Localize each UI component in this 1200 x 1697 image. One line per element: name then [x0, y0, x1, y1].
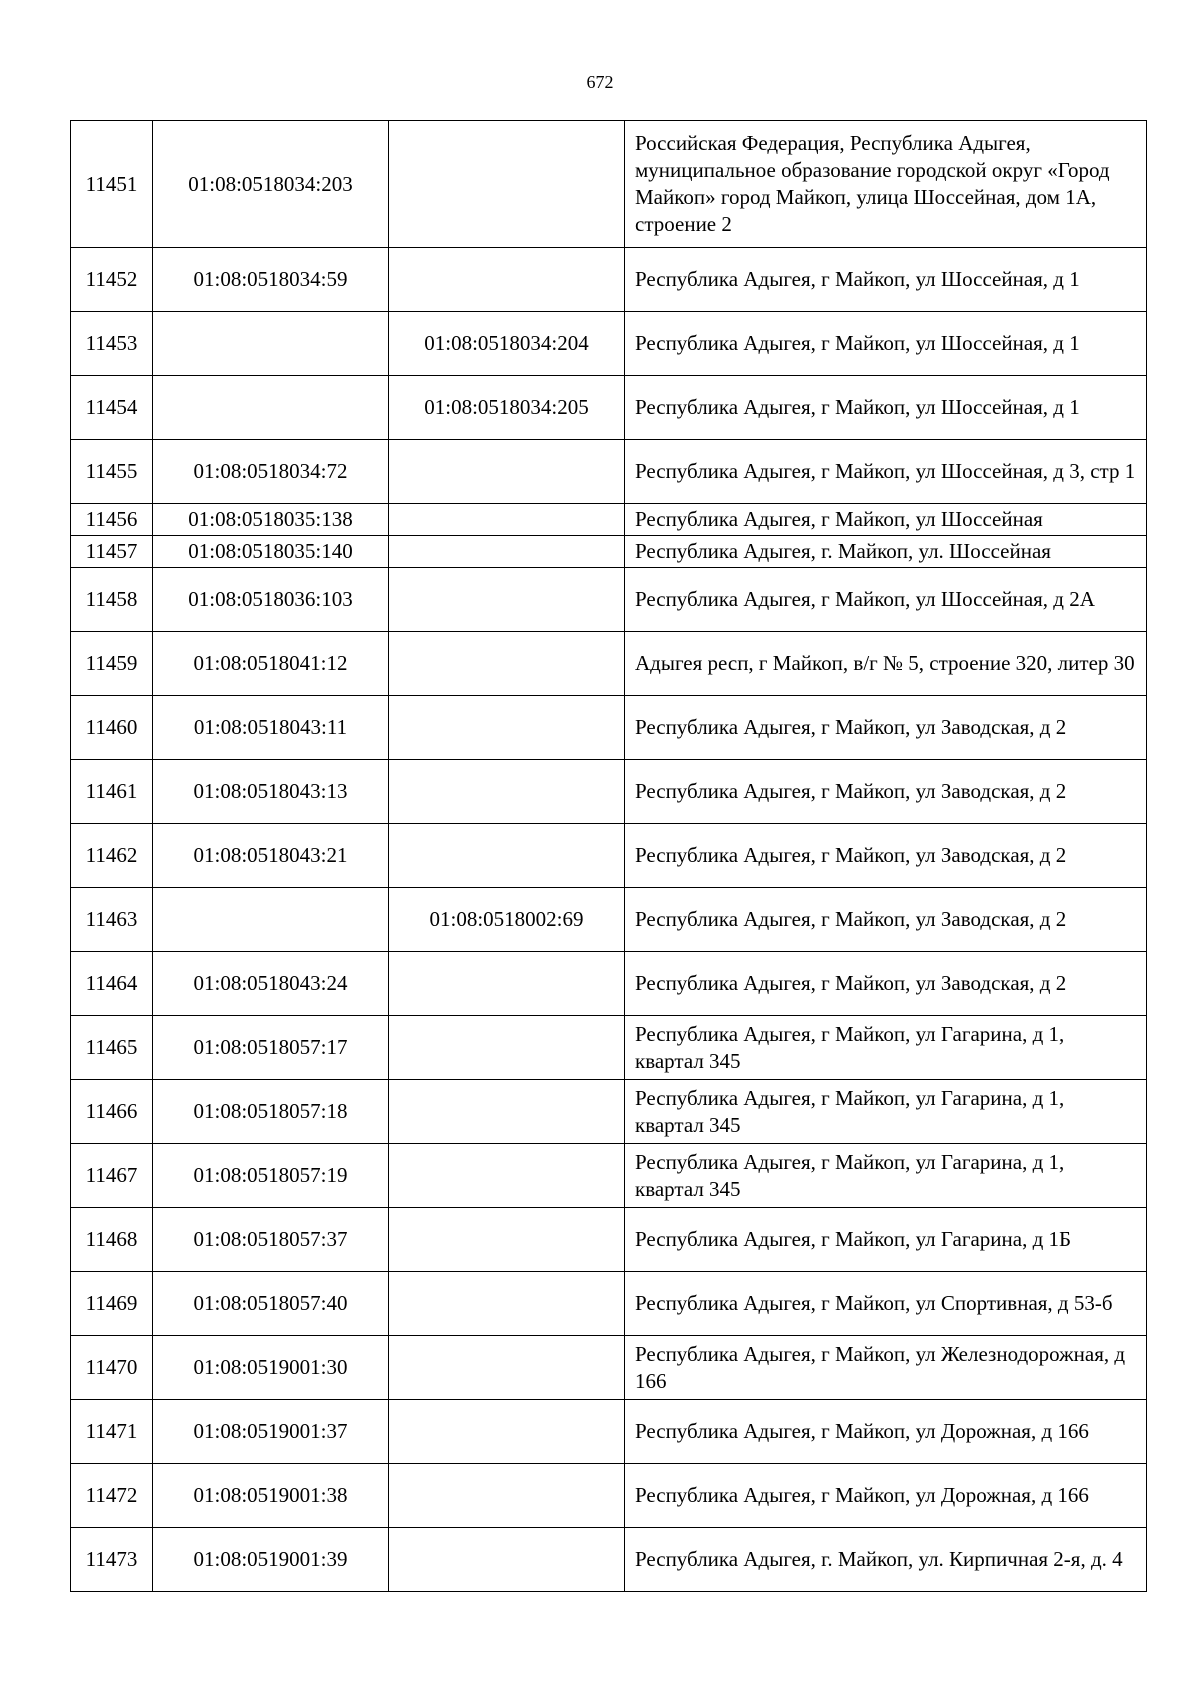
address: Республика Адыгея, г. Майкоп, ул. Шоссейная [625, 536, 1147, 568]
object-number: 01:08:0518034:205 [389, 376, 625, 440]
cadastral-number: 01:08:0518035:138 [153, 504, 389, 536]
cadastral-number: 01:08:0519001:30 [153, 1336, 389, 1400]
cadastral-number: 01:08:0518043:21 [153, 824, 389, 888]
address: Республика Адыгея, г Майкоп, ул Шоссейная, д 1 [625, 312, 1147, 376]
cadastral-number: 01:08:0518057:18 [153, 1080, 389, 1144]
address: Республика Адыгея, г Майкоп, ул Гагарина, д 1Б [625, 1208, 1147, 1272]
table-row [71, 952, 1147, 1016]
row-number: 11473 [71, 1528, 153, 1592]
registry-table [70, 120, 1147, 1592]
row-number: 11469 [71, 1272, 153, 1336]
address: Российская Федерация, Республика Адыгея, муниципальное образование городской округ «Город Майкоп» город Майкоп, улица Шоссейная, дом 1А, строение 2 [625, 121, 1147, 248]
table-row [71, 696, 1147, 760]
address: Республика Адыгея, г Майкоп, ул Шоссейная, д 2А [625, 568, 1147, 632]
address: Республика Адыгея, г Майкоп, ул Заводская, д 2 [625, 888, 1147, 952]
row-number: 11466 [71, 1080, 153, 1144]
cadastral-number [153, 888, 389, 952]
table-row [71, 1400, 1147, 1464]
row-number: 11461 [71, 760, 153, 824]
object-number [389, 1272, 625, 1336]
table-row [71, 1080, 1147, 1144]
cadastral-number: 01:08:0518034:72 [153, 440, 389, 504]
table-row [71, 1528, 1147, 1592]
table-row [71, 824, 1147, 888]
cadastral-number: 01:08:0519001:38 [153, 1464, 389, 1528]
object-number [389, 568, 625, 632]
address: Республика Адыгея, г Майкоп, ул Шоссейная, д 1 [625, 376, 1147, 440]
address: Республика Адыгея, г. Майкоп, ул. Кирпичная 2-я, д. 4 [625, 1528, 1147, 1592]
row-number: 11464 [71, 952, 153, 1016]
object-number [389, 536, 625, 568]
object-number [389, 440, 625, 504]
cadastral-number: 01:08:0518057:40 [153, 1272, 389, 1336]
cadastral-number: 01:08:0518036:103 [153, 568, 389, 632]
address: Республика Адыгея, г Майкоп, ул Гагарина, д 1, квартал 345 [625, 1144, 1147, 1208]
cadastral-number: 01:08:0518035:140 [153, 536, 389, 568]
address: Республика Адыгея, г Майкоп, ул Дорожная, д 166 [625, 1400, 1147, 1464]
row-number: 11456 [71, 504, 153, 536]
table-row [71, 1144, 1147, 1208]
object-number [389, 1528, 625, 1592]
table-row [71, 248, 1147, 312]
cadastral-number: 01:08:0519001:39 [153, 1528, 389, 1592]
cadastral-number: 01:08:0518034:59 [153, 248, 389, 312]
object-number [389, 1208, 625, 1272]
row-number: 11465 [71, 1016, 153, 1080]
object-number [389, 952, 625, 1016]
object-number: 01:08:0518034:204 [389, 312, 625, 376]
cadastral-number: 01:08:0518043:11 [153, 696, 389, 760]
table-row [71, 632, 1147, 696]
address: Республика Адыгея, г Майкоп, ул Железнодорожная, д 166 [625, 1336, 1147, 1400]
table-row [71, 568, 1147, 632]
row-number: 11460 [71, 696, 153, 760]
row-number: 11459 [71, 632, 153, 696]
address: Адыгея респ, г Майкоп, в/г № 5, строение 320, литер 30 [625, 632, 1147, 696]
address: Республика Адыгея, г Майкоп, ул Спортивная, д 53-б [625, 1272, 1147, 1336]
row-number: 11454 [71, 376, 153, 440]
table-row [71, 121, 1147, 248]
row-number: 11463 [71, 888, 153, 952]
table-row [71, 1464, 1147, 1528]
cadastral-number: 01:08:0518043:24 [153, 952, 389, 1016]
row-number: 11452 [71, 248, 153, 312]
cadastral-number: 01:08:0518057:19 [153, 1144, 389, 1208]
cadastral-number: 01:08:0518057:37 [153, 1208, 389, 1272]
object-number [389, 696, 625, 760]
address: Республика Адыгея, г Майкоп, ул Гагарина, д 1, квартал 345 [625, 1016, 1147, 1080]
table-row [71, 1016, 1147, 1080]
object-number [389, 1080, 625, 1144]
address: Республика Адыгея, г Майкоп, ул Шоссейная, д 3, стр 1 [625, 440, 1147, 504]
page-number: 672 [586, 72, 614, 92]
object-number [389, 504, 625, 536]
table-row [71, 1336, 1147, 1400]
table-row [71, 504, 1147, 536]
address: Республика Адыгея, г Майкоп, ул Заводская, д 2 [625, 824, 1147, 888]
cadastral-number: 01:08:0518057:17 [153, 1016, 389, 1080]
table-row [71, 376, 1147, 440]
cadastral-number: 01:08:0519001:37 [153, 1400, 389, 1464]
object-number [389, 1464, 625, 1528]
registry-table-body [71, 121, 1147, 1592]
object-number [389, 121, 625, 248]
object-number [389, 1016, 625, 1080]
cadastral-number: 01:08:0518041:12 [153, 632, 389, 696]
address: Республика Адыгея, г Майкоп, ул Шоссейная [625, 504, 1147, 536]
row-number: 11462 [71, 824, 153, 888]
object-number: 01:08:0518002:69 [389, 888, 625, 952]
row-number: 11458 [71, 568, 153, 632]
object-number [389, 1336, 625, 1400]
row-number: 11453 [71, 312, 153, 376]
row-number: 11467 [71, 1144, 153, 1208]
table-row [71, 312, 1147, 376]
cadastral-number: 01:08:0518043:13 [153, 760, 389, 824]
table-row [71, 888, 1147, 952]
table-row [71, 1208, 1147, 1272]
cadastral-number: 01:08:0518034:203 [153, 121, 389, 248]
address: Республика Адыгея, г Майкоп, ул Заводская, д 2 [625, 760, 1147, 824]
cadastral-number [153, 312, 389, 376]
table-row [71, 760, 1147, 824]
object-number [389, 1144, 625, 1208]
object-number [389, 248, 625, 312]
object-number [389, 1400, 625, 1464]
row-number: 11451 [71, 121, 153, 248]
address: Республика Адыгея, г Майкоп, ул Заводская, д 2 [625, 952, 1147, 1016]
row-number: 11471 [71, 1400, 153, 1464]
row-number: 11470 [71, 1336, 153, 1400]
object-number [389, 824, 625, 888]
table-row [71, 1272, 1147, 1336]
row-number: 11468 [71, 1208, 153, 1272]
row-number: 11472 [71, 1464, 153, 1528]
object-number [389, 632, 625, 696]
table-row [71, 536, 1147, 568]
object-number [389, 760, 625, 824]
address: Республика Адыгея, г Майкоп, ул Заводская, д 2 [625, 696, 1147, 760]
address: Республика Адыгея, г Майкоп, ул Дорожная, д 166 [625, 1464, 1147, 1528]
row-number: 11457 [71, 536, 153, 568]
cadastral-number [153, 376, 389, 440]
table-row [71, 440, 1147, 504]
address: Республика Адыгея, г Майкоп, ул Шоссейная, д 1 [625, 248, 1147, 312]
address: Республика Адыгея, г Майкоп, ул Гагарина, д 1, квартал 345 [625, 1080, 1147, 1144]
row-number: 11455 [71, 440, 153, 504]
